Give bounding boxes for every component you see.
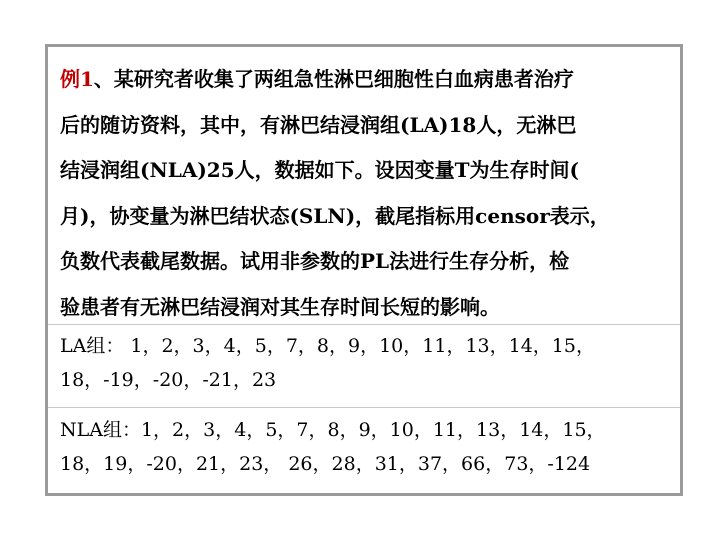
divider-la: [48, 324, 680, 325]
statement-line-1: [60, 57, 670, 103]
slide-frame: [45, 44, 683, 496]
statement-line-5: 负数代表截尾数据。试用非参数的PL法进行生存分析，检: [60, 249, 570, 273]
nla-group-line-1: NLA组：1，2，3，4，5，7，8，9，10，11，13，14，15，: [60, 419, 606, 441]
example-label: 例1: [60, 67, 94, 91]
nla-group-data: [60, 413, 675, 481]
statement-line-1-text: 、某研究者收集了两组急性淋巴细胞性白血病患者治疗: [93, 67, 574, 91]
nla-group-line-2: 18，19，-20，21，23， 26，28，31，37，66，73，-124: [60, 453, 591, 475]
la-group-line-1: LA组： 1，2，3，4，5，7，8，9，10，11，13，14，15，: [60, 335, 595, 357]
statement-line-4: 月)，协变量为淋巴结状态(SLN)，截尾指标用censor表示，: [60, 203, 610, 228]
problem-statement: [60, 57, 670, 330]
divider-nla: [48, 407, 680, 408]
la-group-line-2: 18，-19，-20，-21，23: [60, 369, 277, 391]
statement-line-3: 结浸润组(NLA)25人，数据如下。设因变量T为生存时间(: [60, 158, 579, 182]
statement-line-2: 后的随访资料，其中，有淋巴结浸润组(LA)18人，无淋巴: [60, 112, 577, 137]
la-group-data: [60, 329, 675, 397]
statement-line-6: 验患者有无淋巴结浸润对其生存时间长短的影响。: [60, 294, 500, 319]
